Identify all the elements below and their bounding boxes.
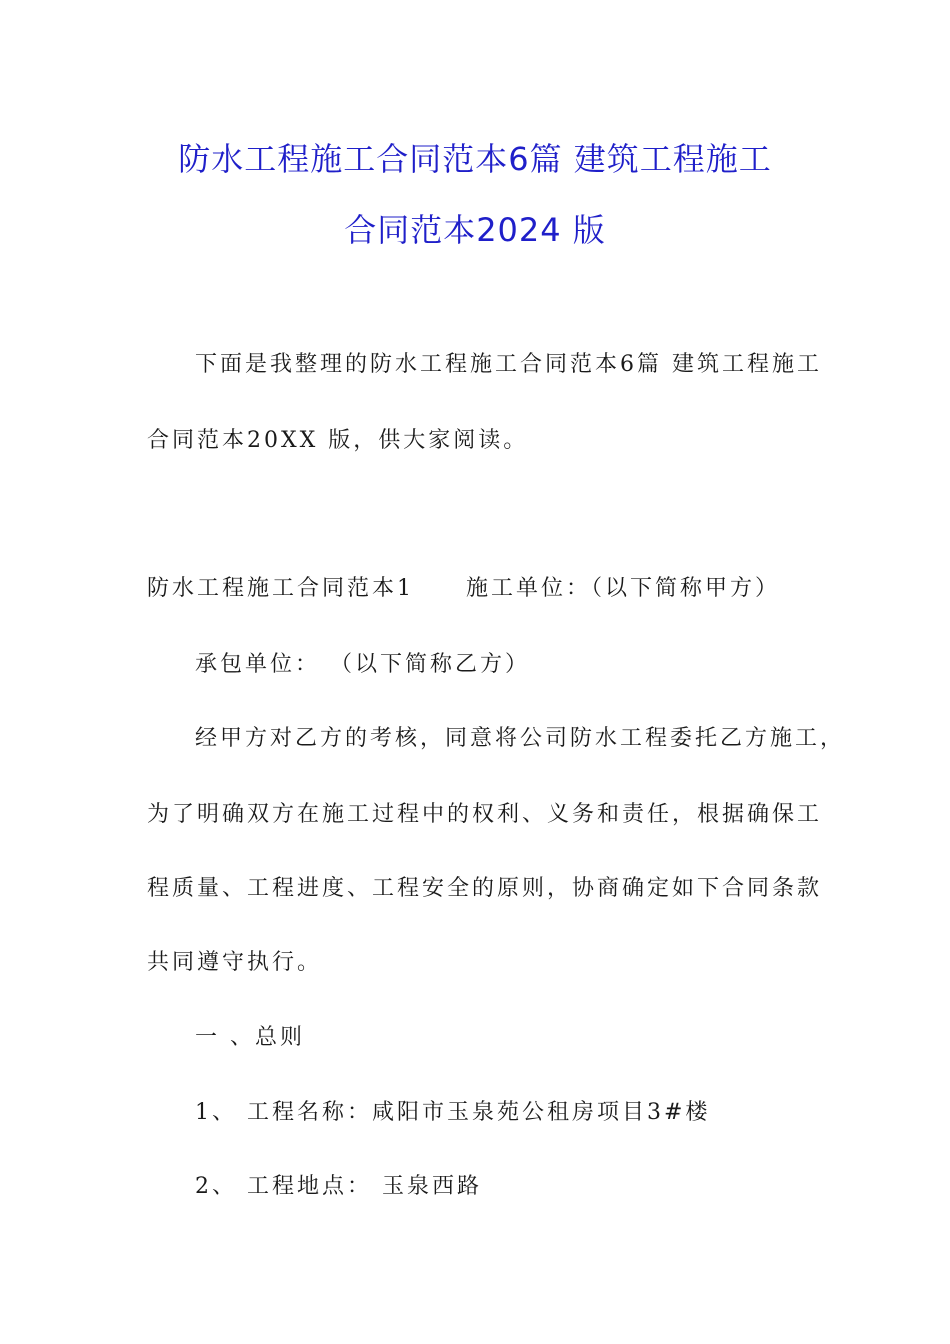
party-b-label: 承包单位： （以下简称乙方） [195,652,530,677]
party-a-label: 施工单位：（以下简称甲方） [466,576,781,601]
intro-line-1: 下面是我整理的防水工程施工合同范本6篇 建筑工程施工 [195,352,822,377]
section-heading-general: 一 、总则 [195,1025,305,1050]
item-project-location: 2、 工程地点： 玉泉西路 [195,1174,482,1199]
paragraph-line-1: 经甲方对乙方的考核，同意将公司防水工程委托乙方施工， [195,726,846,751]
paragraph-line-4: 共同遵守执行。 [147,950,323,975]
contract-heading-row [147,571,780,602]
document-title-line-2: 合同范本2024 版 [344,211,606,249]
item-project-name: 1、 工程名称：咸阳市玉泉苑公租房项目3#楼 [195,1100,711,1125]
intro-line-2: 合同范本20XX 版，供大家阅读。 [147,428,529,453]
paragraph-line-3: 程质量、工程进度、工程安全的原则，协商确定如下合同条款 [147,876,823,901]
document-title-line-1: 防水工程施工合同范本6篇 建筑工程施工 [178,140,772,178]
paragraph-line-2: 为了明确双方在施工过程中的权利、义务和责任，根据确保工 [147,802,823,827]
contract-heading: 防水工程施工合同范本1 [147,576,414,601]
